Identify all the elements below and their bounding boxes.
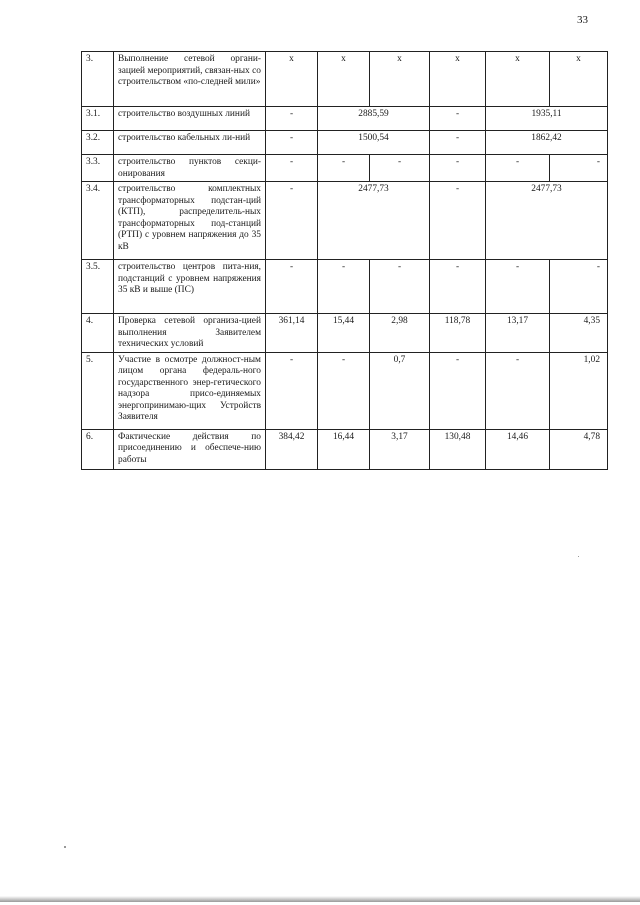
row-number: 5. (82, 352, 114, 429)
table-row (82, 429, 608, 469)
cell-value: - (266, 131, 318, 155)
cell-value: - (430, 260, 486, 314)
cell-value: 118,78 (430, 314, 486, 353)
cell-value: 1500,54 (318, 131, 430, 155)
cell-value: x (550, 52, 608, 107)
cell-value: - (430, 107, 486, 131)
cell-value: 2477,73 (318, 182, 430, 260)
page-number: 33 (577, 14, 588, 26)
cell-value: - (430, 182, 486, 260)
cell-value: - (430, 352, 486, 429)
cell-value: 13,17 (486, 314, 550, 353)
cell-value: - (318, 352, 370, 429)
cell-value: - (266, 352, 318, 429)
cell-value: - (370, 260, 430, 314)
cell-value: 0,7 (370, 352, 430, 429)
table-row (82, 260, 608, 314)
cell-value: 384,42 (266, 429, 318, 469)
cell-value: - (550, 155, 608, 182)
cell-value: 4,78 (550, 429, 608, 469)
scan-speck (578, 556, 579, 557)
cell-value: 1935,11 (486, 107, 608, 131)
cell-value: - (370, 155, 430, 182)
cell-value: x (318, 52, 370, 107)
cell-value: 130,48 (430, 429, 486, 469)
table-row (82, 182, 608, 260)
cell-value: - (266, 182, 318, 260)
row-description: строительство комплектных трансформаторных подстан-ций (КТП), распределитель-ных трансформаторных под-станций (РТП) с уровнем напряжения до 35 кВ (114, 182, 266, 260)
row-number: 6. (82, 429, 114, 469)
cell-value: - (430, 155, 486, 182)
page-edge-shadow (0, 896, 640, 902)
row-number: 3. (82, 52, 114, 107)
row-description: Выполнение сетевой органи-зацией мероприятий, связан-ных со строительством «по-следней мили» (114, 52, 266, 107)
row-number: 3.4. (82, 182, 114, 260)
table-row (82, 155, 608, 182)
scan-speck (64, 846, 66, 848)
cell-value: - (430, 131, 486, 155)
row-description: строительство пунктов секци-онирования (114, 155, 266, 182)
row-description: строительство кабельных ли-ний (114, 131, 266, 155)
cell-value: 4,35 (550, 314, 608, 353)
cell-value: - (266, 260, 318, 314)
row-description: строительство воздушных линий (114, 107, 266, 131)
row-description: Проверка сетевой организа-цией выполнения Заявителем технических условий (114, 314, 266, 353)
row-number: 3.3. (82, 155, 114, 182)
cell-value: x (266, 52, 318, 107)
tariff-table (81, 51, 608, 470)
table-row (82, 352, 608, 429)
cell-value: - (318, 155, 370, 182)
cell-value: x (370, 52, 430, 107)
cell-value: 3,17 (370, 429, 430, 469)
cell-value: 2885,59 (318, 107, 430, 131)
row-description: Фактические действия по присоединению и обеспече-нию работы (114, 429, 266, 469)
row-number: 3.1. (82, 107, 114, 131)
cell-value: x (430, 52, 486, 107)
row-description: Участие в осмотре должност-ным лицом органа федераль-ного государственного энер-гетического надзора присо-единяемых энергопринимаю-щих Устройств Заявителя (114, 352, 266, 429)
table-row (82, 314, 608, 353)
cell-value: 361,14 (266, 314, 318, 353)
cell-value: 16,44 (318, 429, 370, 469)
cell-value: - (550, 260, 608, 314)
cell-value: 15,44 (318, 314, 370, 353)
row-number: 3.5. (82, 260, 114, 314)
cell-value: 14,46 (486, 429, 550, 469)
cell-value: 2477,73 (486, 182, 608, 260)
cell-value: 1862,42 (486, 131, 608, 155)
cell-value: - (486, 260, 550, 314)
row-number: 4. (82, 314, 114, 353)
cell-value: x (486, 52, 550, 107)
cell-value: - (318, 260, 370, 314)
table-row (82, 107, 608, 131)
cell-value: 1,02 (550, 352, 608, 429)
row-number: 3.2. (82, 131, 114, 155)
row-description: строительство центров пита-ния, подстанций с уровнем напряжения 35 кВ и выше (ПС) (114, 260, 266, 314)
table-row (82, 52, 608, 107)
cell-value: 2,98 (370, 314, 430, 353)
cell-value: - (486, 352, 550, 429)
cell-value: - (486, 155, 550, 182)
cell-value: - (266, 155, 318, 182)
cell-value: - (266, 107, 318, 131)
table-row (82, 131, 608, 155)
